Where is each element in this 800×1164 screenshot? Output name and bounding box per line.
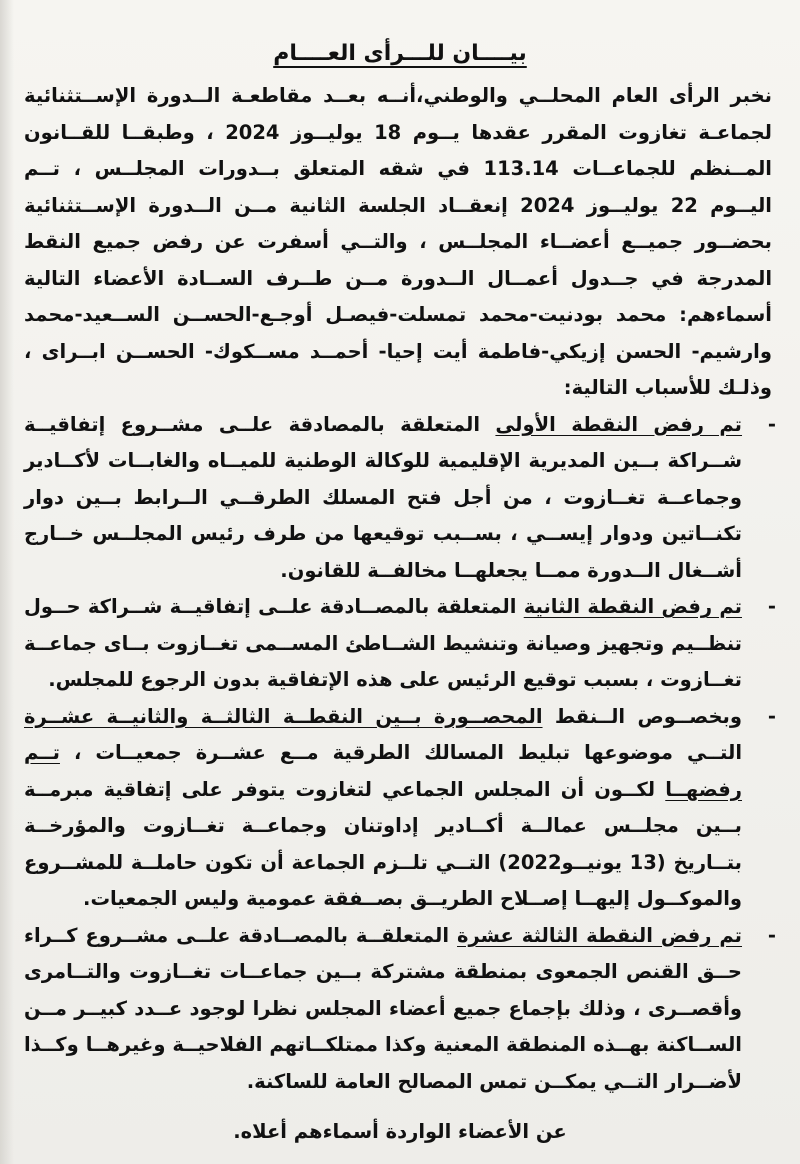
reason-mid: التــي موضوعها تبليط المسالك الطرقية مــع عشــرة جمعيــات ، xyxy=(59,741,742,764)
statement-document xyxy=(24,36,776,1151)
intro-paragraph: نخبر الرأى العام المحلــي والوطني،أنــه بعــد مقاطعـة الــدورة الإســتثنائية لجماعـة تغازوت المقرر عقدها يــوم 18 يوليــوز 2024 ، وطبقــا للقــانون المــنظم للجماعــات 113.14 في شقه المتعلق بــدورات المجلــس ، تــم اليــوم 22 يوليــوز 2024 إنعقــاد الجلسة الثانية مــن الــدورة الإســتثنائية بحضــور جميــع أعضــاء المجلــس ، والتــي أسفرت عن رفض جميع النقط المدرجة في جــدول أعمــال الــدورة مــن طــرف الســادة الأعضاء التالية أسماءهم: محمد بودنيت-محمد تمسلت-فيصـل أوجـع-الحســن الســعيد-محمد وارشيم- الحسن إزيكي-فاطمة أيت إحيا- أحمــد مســكوك- الحســن ابــراى ، وذلـك للأسباب التالية: xyxy=(24,84,772,399)
reason-text: لكــون أن المجلس الجماعي لتغازوت يتوفر على إتفاقية مبرمــة بــين مجلــس عمالــة أكــادير إداوتنان وجماعــة تغــازوت والمؤرخــة بتــاريخ (13 يونيــو2022) التــي تلــزم الجماعة أن تكون حاملــة للمشــروع والموكــول إليهــا إصــلاح الطريــق بصــفقة عمومية وليس الجمعيات. xyxy=(24,777,742,910)
reason-lead: تم رفض النقطة الثالثة عشرة xyxy=(457,923,743,947)
reason-text: المتعلقة بالمصادقة علــى مشــروع إتفاقيــة شــراكة بــين المديرية الإقليمية للوكالة الوطنية للميــاه والغابــات لأكــادير وجماعــة تغــازوت ، من أجل فتح المسلك الطرقــي الــرابط بــين دوار تكنــاتين ودوار إيســي ، بســبب توقيعها من طرف رئيس المجلــس خــارج أشــغال الــدورة ممــا يجعلهــا مخالفــة للقانون. xyxy=(24,412,742,582)
page-shadow-edge xyxy=(0,0,14,1164)
reason-text: المتعلقــة بالمصــادقة علــى مشــروع كــراء حــق القنص الجمعوى بمنطقة مشتركة بــين جماعــات تغــازوت والتــامرى وأقصــرى ، وذلك بإجماع جميع أعضاء المجلس نظرا لوجود عــدد كبيــر مــن الســاكنة بهــذه المنطقة المعنية وكذا ممتلكــاتهم الفلاحيــة وغيرهــا وكــذا لأضــرار التــي يمكــن تمس المصالح العامة للساكنة. xyxy=(24,923,742,1093)
reason-item-4 xyxy=(24,918,776,1101)
reason-lead: تم رفض النقطة الثانية xyxy=(523,595,742,618)
reason-item-3 xyxy=(24,699,776,918)
reason-item-1 xyxy=(24,407,776,590)
page-title: بيــــان للـــرأى العــــام xyxy=(273,41,527,66)
reason-text: المتعلقة بالمصــادقة علــى إتفاقيــة شــراكة حــول تنظــيم وتجهيز وصيانة وتنشيط الشــاطئ المســمى تغــازوت بــاى جماعــة تغــازوت ، بسبب توقيع الرئيس على هذه الإتفاقية بدون الرجوع للمجلس. xyxy=(24,595,742,691)
bullet-dash: - xyxy=(767,923,776,947)
reasons-list xyxy=(24,407,776,1101)
reason-lead: تم رفض النقطة الأولى xyxy=(495,412,743,436)
reason-item-2 xyxy=(24,589,776,699)
bullet-dash: - xyxy=(767,704,776,728)
bullet-dash: - xyxy=(767,412,776,436)
reason-lead: المحصــورة بــين النقطــة الثالثــة والثانيــة عشــرة xyxy=(24,704,543,728)
closing-signature-line: عن الأعضاء الواردة أسماءهم أعلاه. xyxy=(233,1120,567,1143)
reason-lead-2: تــم رفضهــا xyxy=(24,741,742,801)
reason-pre: وبخصــوص الــنقط xyxy=(542,704,742,728)
bullet-dash: - xyxy=(767,595,776,618)
